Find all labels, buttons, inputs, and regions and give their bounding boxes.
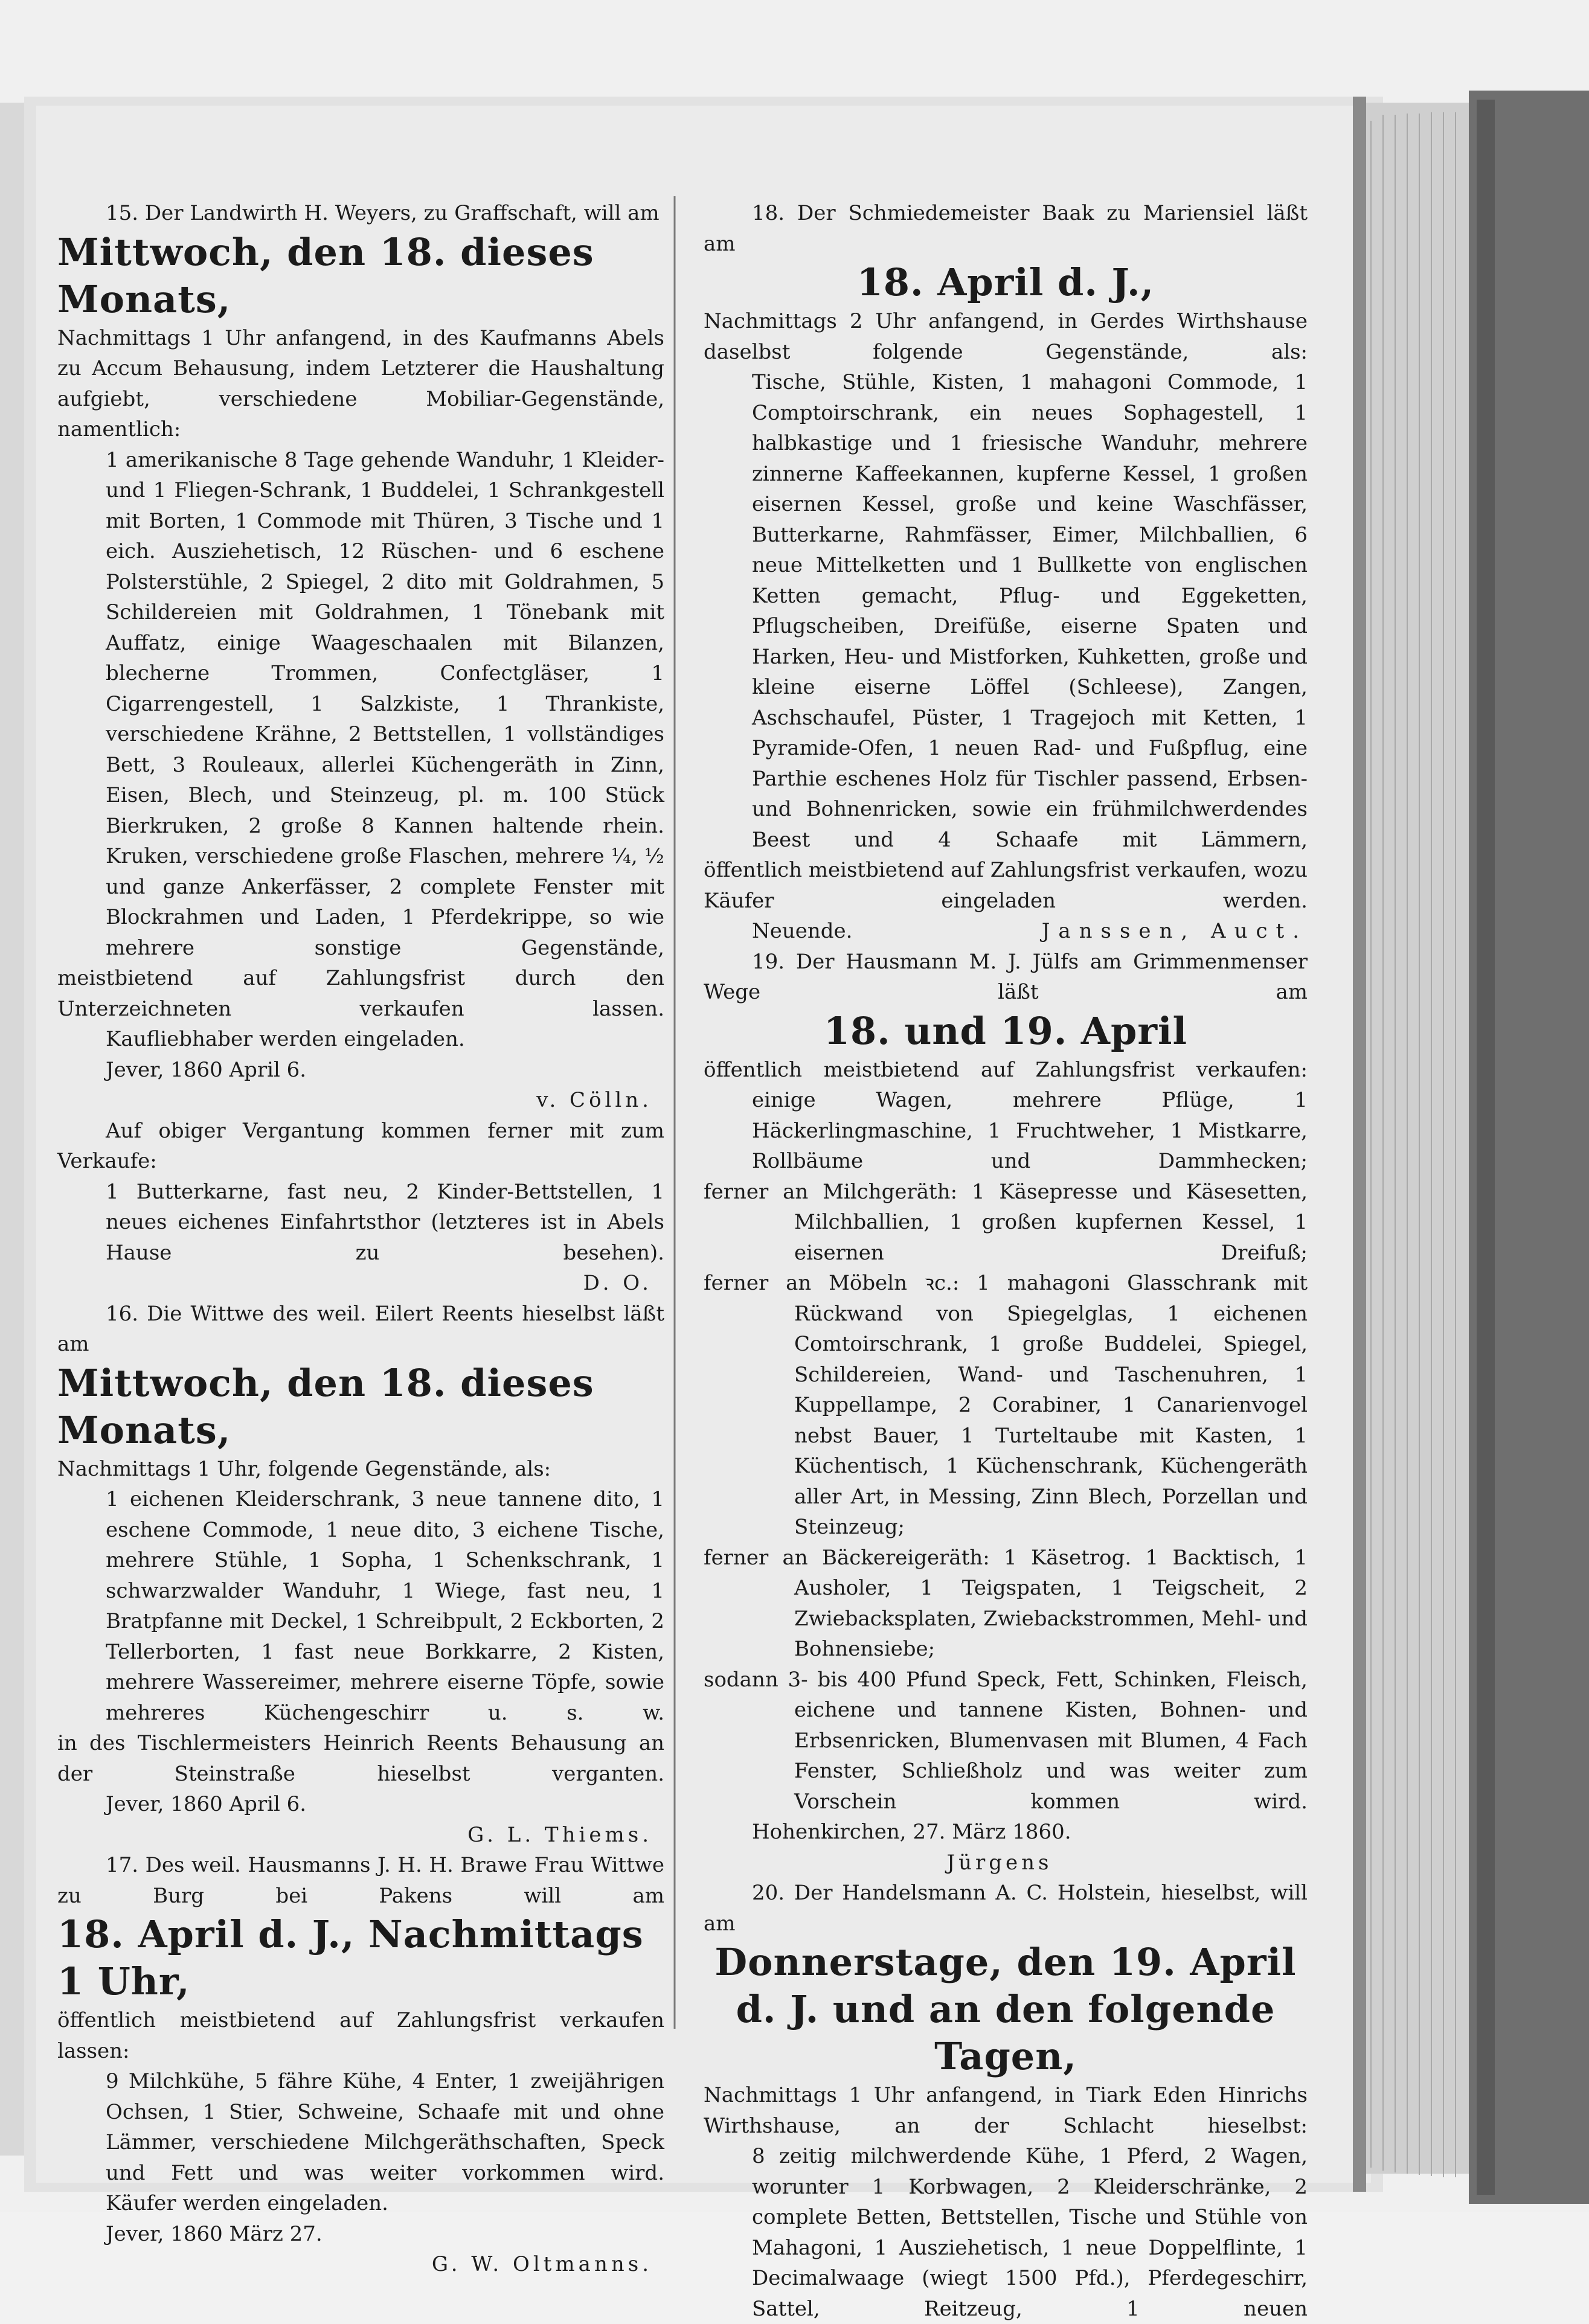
ad-15-items: 1 amerikanische 8 Tage gehende Wanduhr, 1 Kleider- und 1 Fliegen-Schrank, 1 Buddelei, 1 Schrankgestell mit Borten, 1 Commode mit Thüren, 3 Tische und 1 eich. Ausziehetisch, 12 Rüschen- und 6 eschene Polsterstühle, 2 Spiegel, 2 dito mit Goldrahmen, 5 Schildereien mit Goldrahmen, 1 Tönebank mit Auffatz, einige Waageschaalen mit Bilanzen, blecherne Trommen, Confectgläser, 1 Cigarrengestell, 1 Salzkiste, 1 Thrankiste, verschiedene Krähne, 2 Bettstellen, 1 vollständiges Bett, 3 Rouleaux, allerlei Küchengeräth in Zinn, Eisen, Blech, und Steinzeug, pl. m. 100 Stück Bierkruken, 2 große 8 Kannen haltende rhein. Kruken, verschiedene große Flaschen, mehrere ¼, ½ und ganze Ankerfässer, 2 complete Fenster mit Blockrahmen und Laden, 1 Pferdekrippe, so wie mehrere sonstige Gegenstände, xyxy=(106,447,664,960)
ad-18-signature: Janssen, Auct. xyxy=(1041,919,1308,943)
ad-16-place-date: Jever, 1860 April 6. xyxy=(106,1792,307,1816)
document-page xyxy=(57,150,1356,2321)
right-column xyxy=(704,198,1308,2324)
ad-20-items: 8 zeitig milchwerdende Kühe, 1 Pferd, 2 Wagen, worunter 1 Korbwagen, 2 Kleiderschränke, 2 complete Betten, Bettstellen, Tische und Stühle von Mahagoni, 1 Ausziehetisch, 1 neue Doppelflinte, 1 Decimalwaage (wiegt 1500 Pfd.), Pferdegeschirr, Sattel, Reitzeug, 1 neuen xyxy=(752,2144,1308,2321)
ad-19-bakery-equipment: ferner an Bäckereigeräth: 1 Käsetrog. 1 Backtisch, 1 Ausholer, 1 Teigspaten, 1 Teigscheit, 2 Zwiebacksplaten, Zwiebackstrommen, Mehl- und Bohnensiebe; xyxy=(704,1545,1308,1661)
ad-16-headline: Mittwoch, den 18. dieses Monats, xyxy=(57,1360,594,1452)
ad-17-signature: G. W. Oltmanns. xyxy=(431,2252,652,2276)
ad-18-intro: 18. Der Schmiedemeister Baak zu Mariensiel läßt am xyxy=(704,201,1308,256)
ad-18-place: Neuende. xyxy=(752,919,853,943)
ad-15-intro: 15. Der Landwirth H. Weyers, zu Graffschaft, will am xyxy=(106,201,660,225)
ad-19-headline: 18. und 19. April xyxy=(823,1008,1188,1053)
ad-15-addendum xyxy=(57,1116,664,1299)
ad-18-terms: öffentlich meistbietend auf Zahlungsfrist verkaufen, wozu Käufer eingeladen werden. xyxy=(704,858,1308,913)
ad-15-headline: Mittwoch, den 18. dieses Monats, xyxy=(57,229,594,321)
ad-20-intro: 20. Der Handelsmann A. C. Holstein, hieselbst, will am xyxy=(704,1881,1308,1936)
ad-18-headline: 18. April d. J., xyxy=(856,260,1155,304)
ad-15-place-date: Jever, 1860 April 6. xyxy=(106,1057,307,1082)
ad-15-terms: meistbietend auf Zahlungsfrist durch den Unterzeichneten verkaufen lassen. xyxy=(57,966,664,1021)
ad-15 xyxy=(57,198,664,1116)
ad-17-invite: Käufer werden eingeladen. xyxy=(106,2191,388,2215)
ad-16-body: Nachmittags 1 Uhr, folgende Gegenstände, als: xyxy=(57,1456,551,1481)
ad-19-items: einige Wagen, mehrere Pflüge, 1 Häckerlingmaschine, 1 Fruchtweher, 1 Mistkarre, Rollbäume und Dammhecken; xyxy=(752,1088,1308,1173)
ad-16 xyxy=(57,1299,664,1851)
ad-18 xyxy=(704,198,1308,947)
ad-19-further-items: sodann 3- bis 400 Pfund Speck, Fett, Schinken, Fleisch, eichene und tannene Kisten, Bohnen- und Erbsenricken, Blumenvasen mit Blumen, 4 Fach Fenster, Schließholz und was weiter zum Vorschein kommen wird. xyxy=(704,1667,1308,1814)
addendum-items: 1 Butterkarne, fast neu, 2 Kinder-Bettstellen, 1 neues eichenes Einfahrtsthor (letzteres ist in Abels Hause zu besehen). xyxy=(106,1179,664,1265)
ad-15-body: Nachmittags 1 Uhr anfangend, in des Kaufmanns Abels zu Accum Behausung, indem Letzterer die Haushaltung aufgiebt, verschiedene Mobiliar-Gegenstände, namentlich: xyxy=(57,325,664,441)
ad-15-invite: Kaufliebhaber werden eingeladen. xyxy=(106,1027,465,1051)
ad-17-intro: 17. Des weil. Hausmanns J. H. H. Brawe Frau Wittwe zu Burg bei Pakens will am xyxy=(57,1853,664,1908)
ad-19-place-date: Hohenkirchen, 27. März 1860. xyxy=(752,1820,1071,1844)
ad-16-intro: 16. Die Wittwe des weil. Eilert Reents hieselbst läßt am xyxy=(57,1301,664,1356)
ad-17-terms: öffentlich meistbietend auf Zahlungsfrist verkaufen lassen: xyxy=(57,2008,664,2063)
ad-17-items: 9 Milchkühe, 5 fähre Kühe, 4 Enter, 1 zweijährigen Ochsen, 1 Stier, Schweine, Schaafe mit und ohne Lämmer, verschiedene Milchgeräthschaften, Speck und Fett und was weiter vorkommen wird. xyxy=(106,2069,664,2185)
ad-18-footer xyxy=(704,916,1308,947)
ad-19-milk-equipment: ferner an Milchgeräth: 1 Käsepresse und Käsesetten, Milchballien, 1 großen kupfernen Kessel, 1 eisernen Dreifuß; xyxy=(704,1179,1308,1265)
ad-16-items: 1 eichenen Kleiderschrank, 3 neue tannene dito, 1 eschene Commode, 1 neue dito, 3 eichene Tische, mehrere Stühle, 1 Sopha, 1 Schenkschrank, 1 schwarzwalder Wanduhr, 1 Wiege, fast neu, 1 Bratpfanne mit Deckel, 1 Schreibpult, 2 Eckborten, 2 Tellerborten, 1 fast neue Borkkarre, 2 Kisten, mehrere Wassereimer, mehrere eiserne Töpfe, sowie mehreres Küchengeschirr u. s. w. xyxy=(106,1487,664,1725)
ad-20-body: Nachmittags 1 Uhr anfangend, in Tiark Eden Hinrichs Wirthshause, an der Schlacht hieselbst: xyxy=(704,2083,1308,2138)
ad-16-terms: in des Tischlermeisters Heinrich Reents Behausung an der Steinstraße hieselbst verganten. xyxy=(57,1731,664,1786)
ad-15-signature: v. Cölln. xyxy=(536,1088,652,1112)
ad-20 xyxy=(704,1878,1308,2324)
addendum-intro: Auf obiger Vergantung kommen ferner mit zum Verkaufe: xyxy=(57,1118,664,1173)
left-column xyxy=(57,198,664,2280)
ad-19-furniture: ferner an Möbeln ꝛc.: 1 mahagoni Glasschrank mit Rückwand von Spiegelglas, 1 eichenen Comtoirschrank, 1 große Buddelei, Spiegel, Schildereien, Wand- und Taschenuhren, 1 Kuppellampe, 2 Corabiner, 1 Canarienvogel nebst Bauer, 1 Turteltaube mit Kasten, 1 Küchentisch, 1 Küchenschrank, Küchengeräth aller Art, in Messing, Zinn Blech, Porzellan und Steinzeug; xyxy=(704,1271,1308,1539)
ad-17-headline: 18. April d. J., Nachmittags 1 Uhr, xyxy=(57,1912,644,2003)
ad-17 xyxy=(57,1850,664,2280)
ad-17-place-date: Jever, 1860 März 27. xyxy=(106,2221,323,2246)
ad-18-items: Tische, Stühle, Kisten, 1 mahagoni Commode, 1 Comptoirschrank, ein neues Sophagestell, 1 halbkastige und 1 friesische Wanduhr, mehrere zinnerne Kaffeekannen, kupferne Kessel, 1 großen eisernen Kessel, große und keine Waschfässer, Butterkarne, Rahmfässer, Eimer, Milchballien, 6 neue Mittelketten und 1 Bullkette von englischen Ketten gemacht, Pflug- und Eggeketten, Pflugscheiben, Dreifüße, eiserne Spaten und Harken, Heu- und Mistforken, Kuhketten, große und kleine eiserne Löffel (Schleese), Zangen, Aschschaufel, Püster, 1 Tragejoch mit Ketten, 1 Pyramide-Ofen, 1 neuen Rad- und Fußpflug, eine Parthie eschenes Holz für Tischler passend, Erbsen- und Bohnenricken, sowie ein frühmilchwerdendes Beest und 4 Schaafe mit Lämmern, xyxy=(752,370,1308,852)
ad-19-signature: Jürgens xyxy=(946,1850,1053,1875)
book-fore-edge xyxy=(1366,103,1469,2174)
addendum-signature: D. O. xyxy=(583,1271,652,1295)
ad-19 xyxy=(704,947,1308,1878)
ad-20-headline: Donnerstage, den 19. April d. J. und an den folgende Tagen, xyxy=(714,1940,1297,2078)
ad-18-body: Nachmittags 2 Uhr anfangend, in Gerdes Wirthshause daselbst folgende Gegenstände, als: xyxy=(704,309,1308,364)
ad-16-signature: G. L. Thiems. xyxy=(467,1822,652,1847)
ad-19-intro: 19. Der Hausmann M. J. Jülfs am Grimmenmenser Wege läßt am xyxy=(704,949,1308,1004)
ad-19-terms: öffentlich meistbietend auf Zahlungsfrist verkaufen: xyxy=(704,1057,1308,1082)
